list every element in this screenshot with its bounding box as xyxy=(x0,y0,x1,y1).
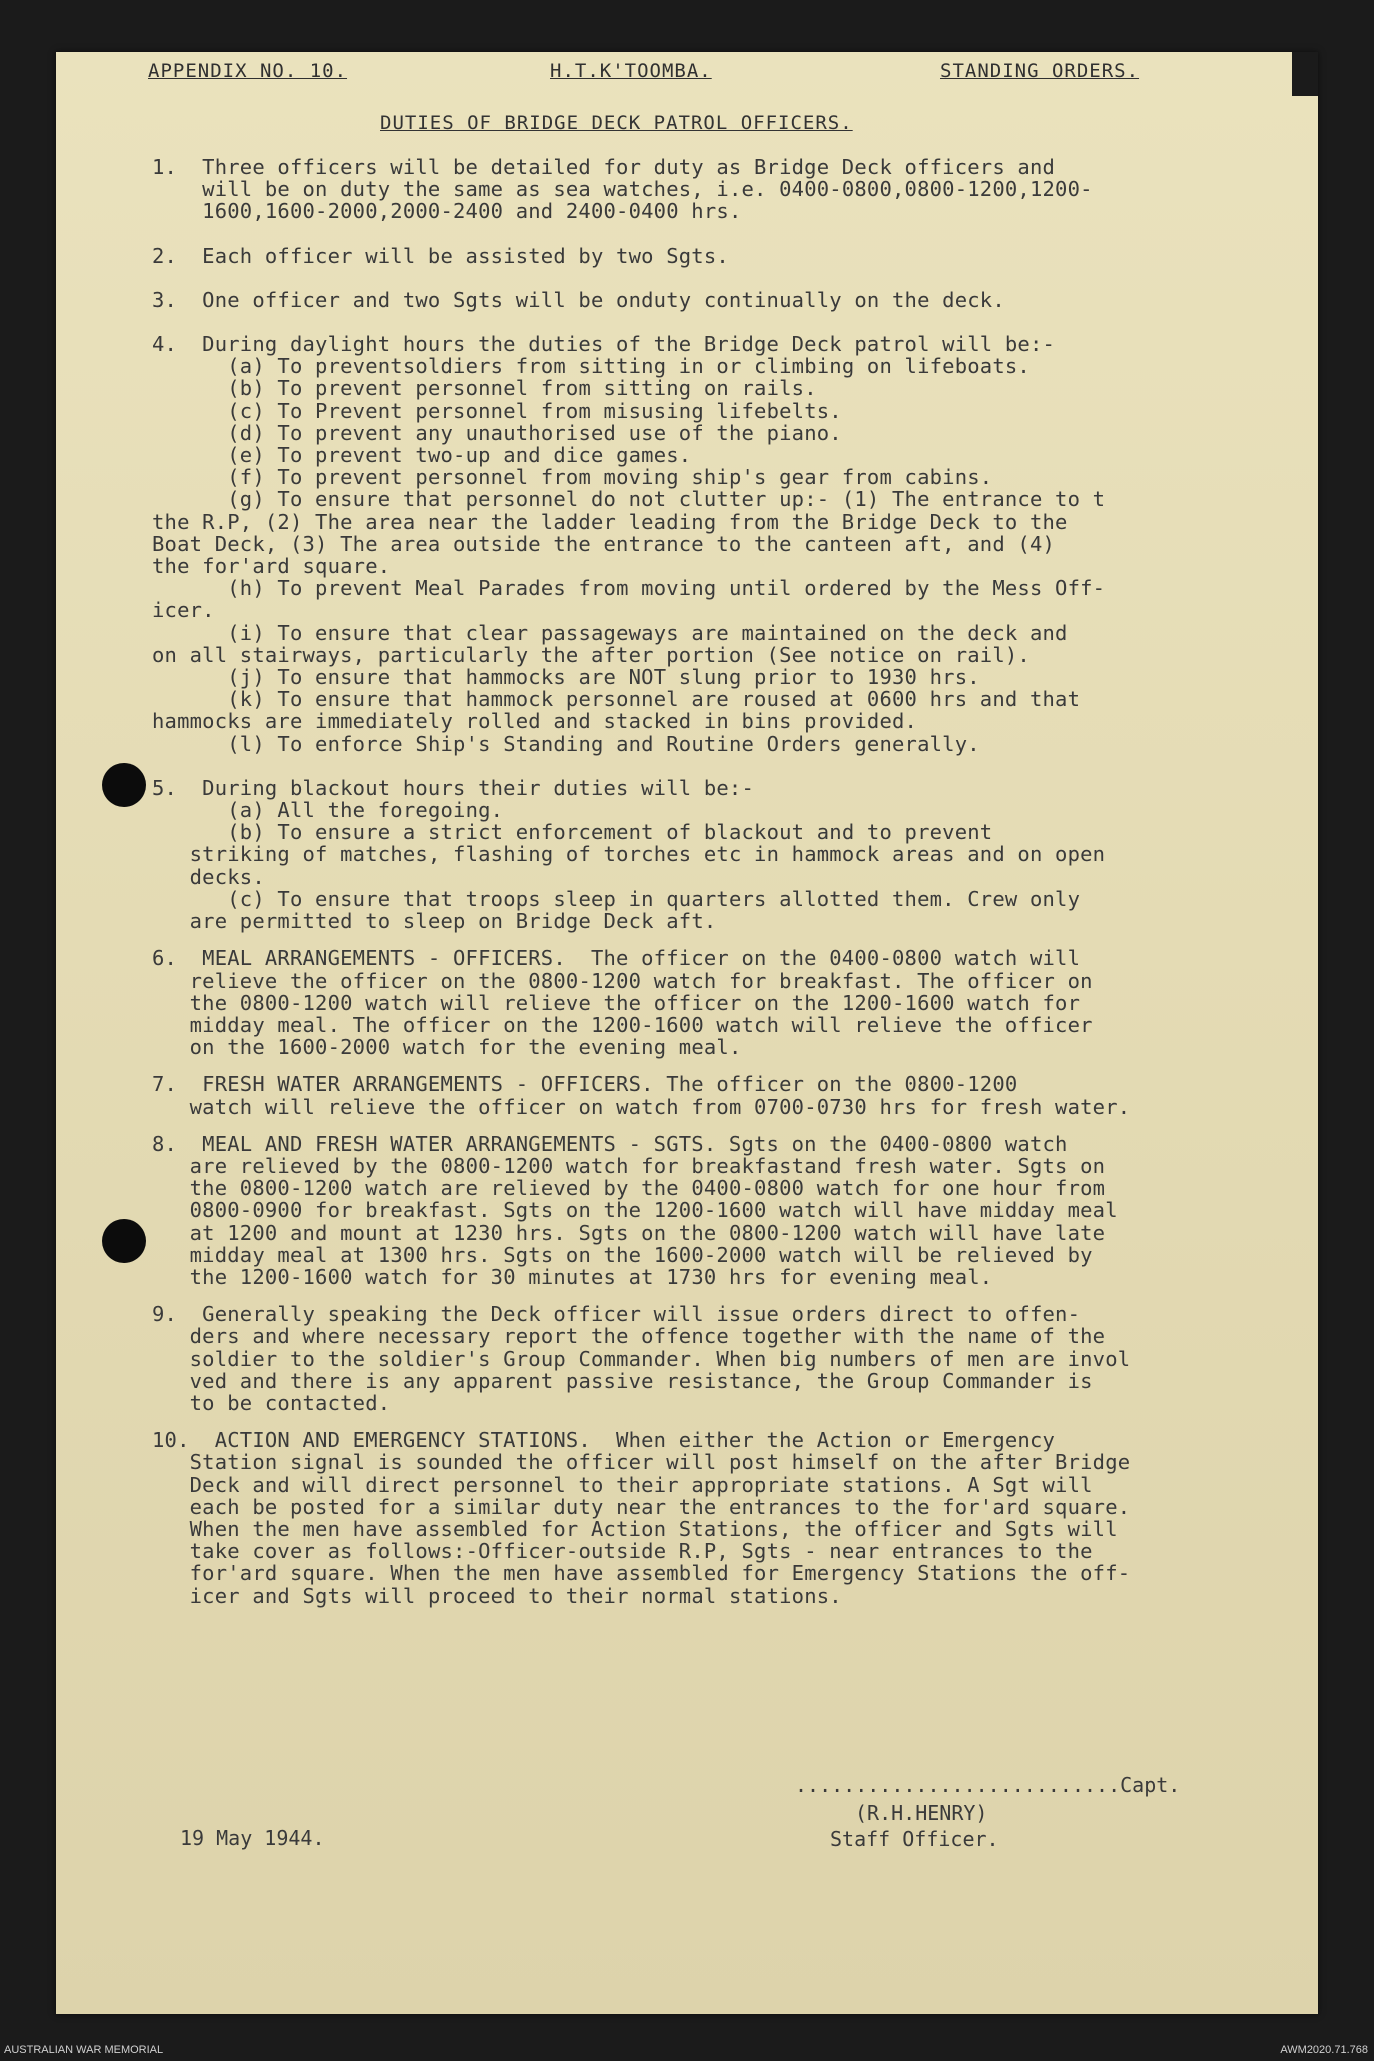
paragraph-2: 2. Each officer will be assisted by two Sgts. xyxy=(152,243,729,268)
document-title: DUTIES OF BRIDGE DECK PATROL OFFICERS. xyxy=(380,112,853,134)
document-header xyxy=(148,60,1180,92)
signature-rank: ...........................Capt. xyxy=(795,1773,1181,1797)
archive-footer xyxy=(0,2039,1374,2061)
paragraph-5: 5. During blackout hours their duties will be:- (a) All the foregoing. (b) To ensure a strict enforcement of blackout and to prevent striking of matches, flashing of torches etc in hammock areas and on open decks. (c) To ensure that troops sleep in quarters allotted them. Crew only are permitted to sleep on Bridge Deck aft. xyxy=(152,775,1106,934)
paragraph-7: 7. FRESH WATER ARRANGEMENTS - OFFICERS. The officer on the 0800-1200 watch will relieve the officer on watch from 0700-0730 hrs for fresh water. xyxy=(152,1072,1131,1119)
paragraph-6: 6. MEAL ARRANGEMENTS - OFFICERS. The officer on the 0400-0800 watch will relieve the officer on the 0800-1200 watch for breakfast. The officer on the 0800-1200 watch will relieve the officer on the 1200-1600 watch for midday meal. The officer on the 1200-1600 watch will relieve the officer on the 1600-2000 watch for the evening meal. xyxy=(152,946,1093,1060)
archive-reference: AWM2020.71.768 xyxy=(1280,2044,1368,2056)
paragraph-4: 4. During daylight hours the duties of the Bridge Deck patrol will be:- (a) To preventsoldiers from sitting in or climbing on lifeboats. (b) To prevent personnel from sitting on rails. (c) To Prevent personnel from misusing lifebelts. (d) To prevent any unauthorised use of the piano. (e) To prevent two-up and dice games. (f) To prevent personnel from moving ship's gear from cabins. (g) To ensure that personnel do not clutter up:- (1) The entrance to t the R.P, (2) The area near the ladder leading from the Bridge Deck to the Boat Deck, (3) The area outside the entrance to the canteen aft, and (4) the for'ard square. (h) To prevent Meal Parades from moving until ordered by the Mess Off- icer. (i) To ensure that clear passageways are maintained on the deck and on all stairways, particularly the after portion (See notice on rail). (j) To ensure that hammocks are NOT slung prior to 1930 hrs. (k) To ensure that hammock personnel are roused at 0600 hrs and that hammocks are immediately rolled and stacked in bins provided. (l) To enforce Ship's Standing and Routine Orders generally. xyxy=(152,332,1106,756)
paragraph-9: 9. Generally speaking the Deck officer will issue orders direct to offen- ders and where necessary report the offence together with the name of the soldier to the soldier's Group Commander. When big numbers of men are invol ved and there is any apparent passive resistance, the Group Commander is to be contacted. xyxy=(152,1302,1131,1415)
appendix-number: APPENDIX NO. 10. xyxy=(148,60,348,82)
paragraph-8: 8. MEAL AND FRESH WATER ARRANGEMENTS - SGTS. Sgts on the 0400-0800 watch are relieved by the 0800-1200 watch for breakfastand fresh water. Sgts on the 0800-1200 watch are relieved by the 0400-0800 watch for one hour from 0800-0900 for breakfast. Sgts on the 1200-1600 watch will have midday meal at 1200 and mount at 1230 hrs. Sgts on the 0800-1200 watch will have late midday meal at 1300 hrs. Sgts on the 1600-2000 watch will be relieved by the 1200-1600 watch for 30 minutes at 1730 hrs for evening meal. xyxy=(152,1131,1118,1289)
punch-hole xyxy=(102,763,146,807)
document-date: 19 May 1944. xyxy=(180,1826,325,1850)
signature-name: (R.H.HENRY) xyxy=(855,1801,988,1825)
punch-hole xyxy=(102,1219,146,1263)
torn-corner xyxy=(1292,52,1318,96)
signature-role: Staff Officer. xyxy=(830,1827,999,1851)
paragraph-1: 1. Three officers will be detailed for duty as Bridge Deck officers and will be on duty the same as sea watches, i.e. 0400-0800,0800-1200,1200- 1600,1600-2000,2000-2400 and 2400-0400 hrs. xyxy=(152,155,1093,224)
paragraph-3: 3. One officer and two Sgts will be onduty continually on the deck. xyxy=(152,287,1005,312)
standing-orders-label: STANDING ORDERS. xyxy=(940,60,1140,82)
archive-name: AUSTRALIAN WAR MEMORIAL xyxy=(4,2044,164,2056)
ship-name: H.T.K'TOOMBA. xyxy=(550,60,712,82)
paragraph-10: 10. ACTION AND EMERGENCY STATIONS. When either the Action or Emergency Station signal is sounded the officer will post himself on the after Bridge Deck and will direct personnel to their appropriate stations. A Sgt will each be posted for a similar duty near the entrances to the for'ard square. When the men have assembled for Action Stations, the officer and Sgts will take cover as follows:-Officer-outside R.P, Sgts - near entrances to the for'ard square. When the men have assembled for Emergency Stations the off- icer and Sgts will proceed to their normal stations. xyxy=(152,1428,1131,1608)
document-body xyxy=(152,156,1237,1607)
